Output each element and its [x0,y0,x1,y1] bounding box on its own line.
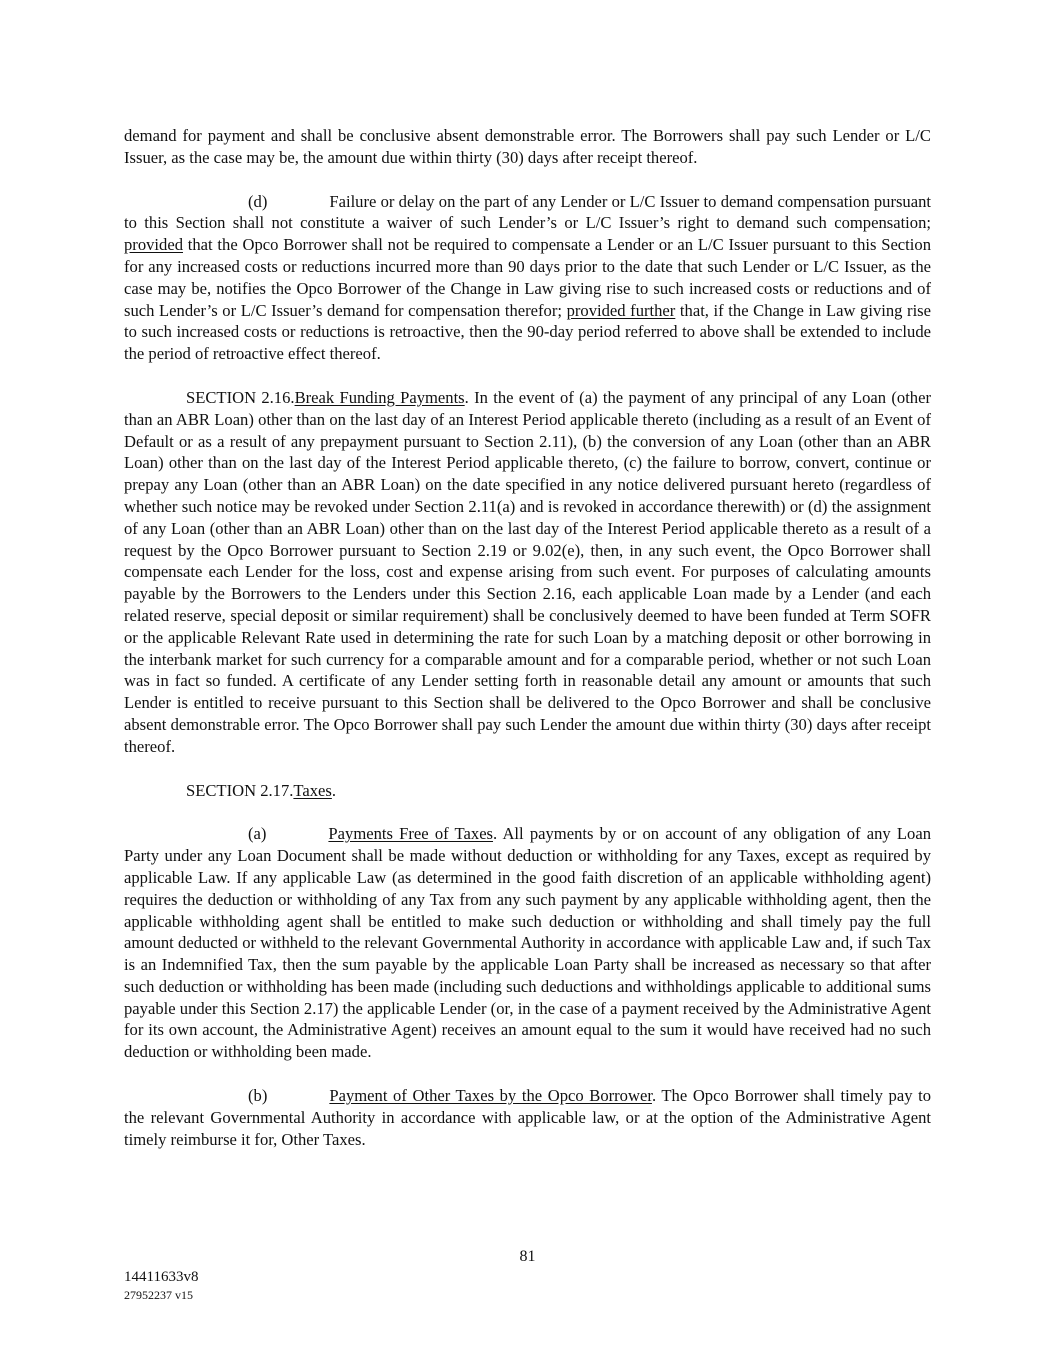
paragraph-text: . All payments by or on account of any obligation of any Loan Party under any Loan Document shall be made without deduction or withholding for any Taxes, except as required by applicable Law. If any applicable Law (as determined in the good faith discretion of an applicable withholding agent) requires the deduction or withholding of any Tax from any such payment by any applicable withholding agent, then the applicable withholding agent shall be entitled to make such deduction or withholding and shall timely pay the full amount deducted or withheld to the relevant Governmental Authority in accordance with applicable Law and, if such Tax is an Indemnified Tax, then the sum payable by the applicable Loan Party shall be increased as necessary so that after such deduction or withholding has been made (including such deductions and withholdings applicable to additional sums payable under this Section 2.17) the applicable Lender (or, in the case of a payment received by the Administrative Agent for its own account, the Administrative Agent) receives an amount equal to the sum it would have received had no such deduction or withholding been made. [124,824,931,1062]
paragraph-text: that, if the Change in Law giving rise to such increased costs or reductions is retroactive, then the 90-day period referred to above shall be extended to include the period of retroactive effect thereof. [124,300,931,364]
paragraph-text: . The Opco Borrower shall timely pay to the relevant Governmental Authority in accordance with applicable law, or at the option of the Administrative Agent timely reimburse it for, Other Taxes. [124,1086,932,1149]
clause-title: Payments Free of Taxes [328,824,494,844]
clause-label: (d) [248,191,268,211]
paragraph-d [124,191,931,365]
clause-title: Payment of Other Taxes by the Opco Borrower [329,1086,652,1106]
paragraph-text: . In the event of (a) the payment of any principal of any Loan (other than an ABR Loan) other than on the last day of an Interest Period applicable thereto (including as a result of an Event of Default or as a result of any prepayment pursuant to Section 2.11), (b) the conversion of any Loan (other than an ABR Loan) other than on the last day of the Interest Period applicable thereto, (c) the failure to borrow, convert, continue or prepay any Loan (other than an ABR Loan) on the date specified in any notice delivered pursuant hereto (regardless of whether such notice may be revoked under Section 2.11(a) and is revoked in accordance therewith) or (d) the assignment of any Loan (other than an ABR Loan) other than on the last day of the Interest Period applicable thereto as a result of a request by the Opco Borrower pursuant to Section 2.19 or 9.02(e), then, in any such event, the Opco Borrower shall compensate each Lender for the loss, cost and expense arising from such event. For purposes of calculating amounts payable by the Borrowers to the Lenders under this Section 2.16, each applicable Loan made by a Lender (and each related reserve, special deposit or similar requirement) shall be conclusively deemed to have been funded at Term SOFR or the applicable Relevant Rate used in determining the rate for such Loan by a matching deposit or other borrowing in the interbank market for such currency for a comparable amount and for a comparable period, whether or not such Loan was in fact so funded. A certificate of any Lender setting forth in reasonable detail any amount or amounts that such Lender is entitled to receive pursuant to this Section shall be delivered to the Opco Borrower and shall be conclusive absent demonstrable error. The Opco Borrower shall pay such Lender the amount due within thirty (30) days after receipt thereof. [124,387,931,756]
document-id-primary: 14411633v8 [124,1269,199,1285]
section-number: SECTION 2.16. [186,387,295,407]
paragraph-b [124,1085,931,1150]
section-number: SECTION 2.17. [186,780,294,800]
paragraph-a [124,823,931,1063]
paragraph-text: Failure or delay on the part of any Lender or L/C Issuer to demand compensation pursuant to this Section shall not constitute a waiver of such Lender’s or L/C Issuer’s right to demand such compensation; [124,191,931,233]
document-id-secondary: 27952237 v15 [124,1288,193,1302]
paragraph-text: demand for payment and shall be conclusive absent demonstrable error. The Borrowers shall pay such Lender or L/C Issuer, as the case may be, the amount due within thirty (30) days after receipt thereof. [124,126,931,167]
section-title: Break Funding Payments [294,387,465,407]
underlined-term: provided further [566,300,676,320]
section-title: Taxes [293,780,332,800]
paragraph-text: . [331,780,337,800]
paragraph-continuation [124,125,931,169]
paragraph-text: that the Opco Borrower shall not be required to compensate a Lender or an L/C Issuer pursuant to this Section for any increased costs or reductions incurred more than 90 days prior to the date that such Lender or L/C Issuer, as the case may be, notifies the Opco Borrower of the Change in Law giving rise to such increased costs or reductions and of such Lender’s or L/C Issuer’s demand for compensation therefor; [124,235,931,320]
clause-label: (b) [248,1086,268,1106]
underlined-term: provided [124,235,183,255]
section-2-17-heading [124,780,931,802]
page-number: 81 [519,1248,536,1265]
clause-label: (a) [248,824,267,844]
section-2-16 [124,387,931,758]
document-body [124,125,931,1150]
